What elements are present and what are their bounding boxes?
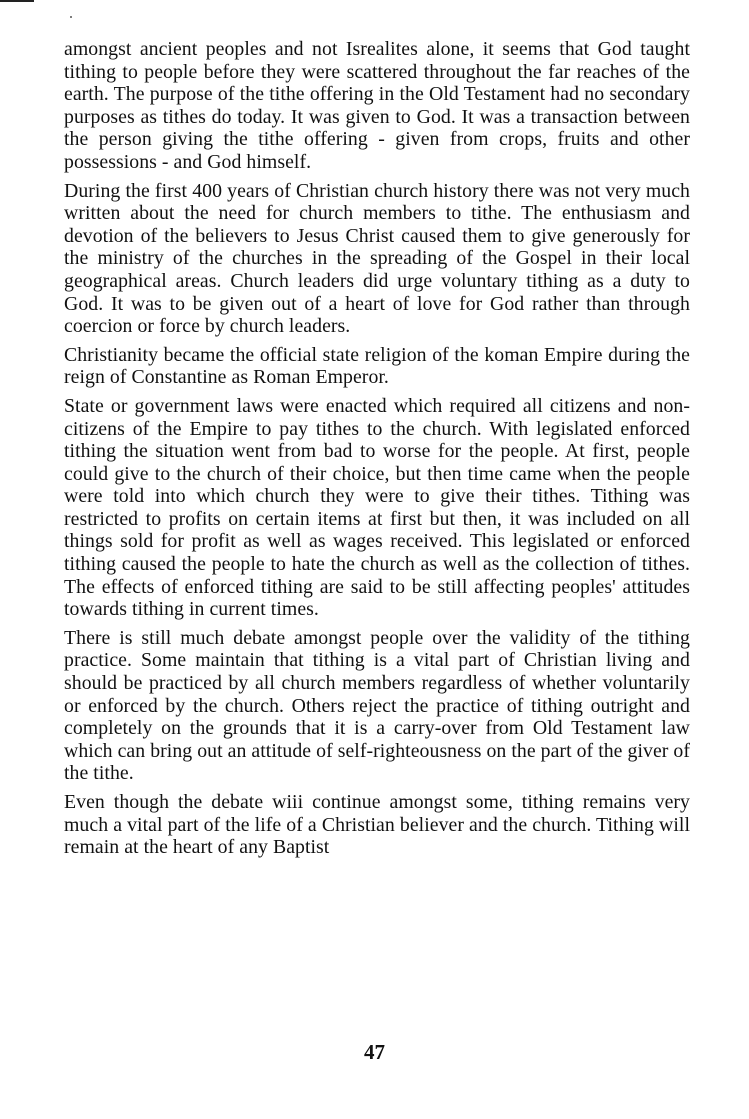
paragraph-3: Christianity became the official state religion of the koman Empire during the reign of Constantine as Roman Emperor. — [64, 343, 690, 389]
paragraph-6: Even though the debate wiii continue amongst some, tithing remains very much a vital part of the life of a Christian believer and the church. Tithing will remain at the heart of any Baptist — [64, 791, 690, 859]
corner-scan-mark — [0, 0, 34, 2]
scan-speck — [70, 16, 72, 18]
paragraph-4: State or government laws were enacted which required all citizens and non-citizens of the Empire to pay tithes to the church. With legislated enforced tithing the situation went from bad to worse for the people. At first, people could give to the church of their choice, but then time came when the people were told into which church they were to give their tithes. Tithing was restricted to profits on certain items at first but then, it was included on all things sold for profit as well as wages received. This legislated or enforced tithing caused the people to hate the church as well as the collection of tithes. The effects of enforced tithing are said to be still affecting peoples' attitudes towards tithing in current times. — [64, 394, 690, 621]
page-number: 47 — [364, 1040, 385, 1064]
body-text — [64, 38, 690, 865]
paragraph-2: During the first 400 years of Christian church history there was not very much written about the need for church members to tithe. The enthusiasm and devotion of the believers to Jesus Christ caused them to give generously for the ministry of the churches in the spreading of the Gospel in their local geographical areas. Church leaders did urge voluntary tithing as a duty to God. It was to be given out of a heart of love for God rather than through coercion or force by church leaders. — [64, 179, 690, 338]
paragraph-5: There is still much debate amongst people over the validity of the tithing practice. Some maintain that tithing is a vital part of Christian living and should be practiced by all church members regardless of whether voluntarily or enforced by the church. Others reject the practice of tithing outright and completely on the grounds that it is a carry-over from Old Testament law which can bring out an attitude of self-righteousness on the part of the giver of the tithe. — [64, 626, 690, 785]
paragraph-1: amongst ancient peoples and not Isrealites alone, it seems that God taught tithing to people before they were scattered throughout the far reaches of the earth. The purpose of the tithe offering in the Old Testament had no secondary purposes as tithes do today. It was given to God. It was a transaction between the person giving the tithe offering - given from crops, fruits and other possessions - and God himself. — [64, 38, 690, 173]
